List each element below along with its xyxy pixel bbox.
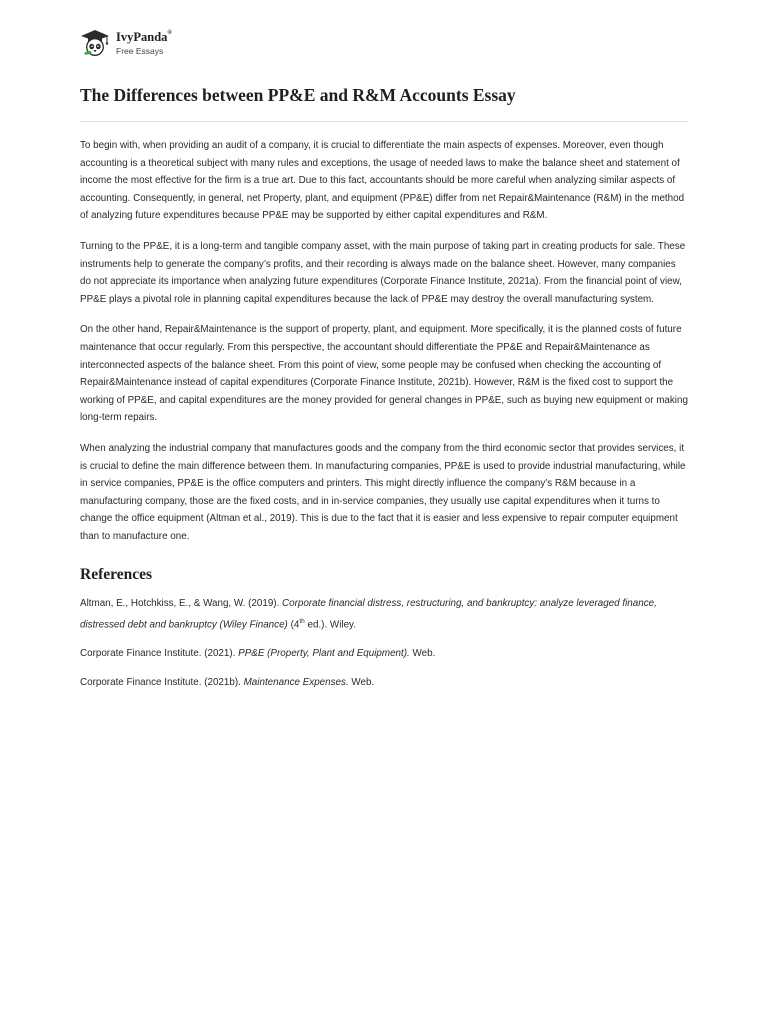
reference-item: Corporate Finance Institute. (2021). PP&E (Property, Plant and Equipment). Web. [80, 647, 436, 659]
brand-name: IvyPanda® [116, 30, 172, 44]
paragraph-2: Turning to the PP&E, it is a long-term and tangible company asset, with the main purpose of taking part in creating products for sale. These instruments help to generate the company’s profits, and their recording is always made on the balance sheet. However, many companies do not appreciate its importance when analyzing future expenditures (Corporate Finance Institute, 2021a). From the financial point of view, PP&E plays a pivotal role in planning capital expenditures because the lack of PP&E may destroy the overall manufacturing system. [80, 240, 686, 305]
paragraph-1: To begin with, when providing an audit of a company, it is crucial to differentiate the main aspects of expenses. Moreover, even though accounting is a theoretical subject with many rules and exceptions, the usage of needed laws to make the balance sheet and statement of income the most effective for the firm is a true art. Due to this fact, accountants should be more careful when analyzing similar aspects of accounting. Consequently, in general, net Property, plant, and equipment (PP&E) differ from net Repair&Maintenance (R&M) in the method of analyzing future expenditures because PP&E may be supported by either capital expenditures and R&M. [80, 140, 685, 222]
reference-item: Corporate Finance Institute. (2021b). Maintenance Expenses. Web. [80, 676, 375, 688]
paragraph-4: When analyzing the industrial company that manufactures goods and the company from the third economic sector that provides services, it is crucial to define the main difference between them. In manufacturing companies, PP&E is used to provide industrial manufacturing, while in service companies, PP&E is the office computers and printers. This might directly influence the company’s R&M because in a manufacturing company, those are the fixed costs, and in in-service companies, they usually use capital expenditures when it turns to change the office equipment (Altman et al., 2019). This is due to the fact that it is easier and less expensive to repair computer equipment than to manufacture one. [80, 442, 686, 542]
essay-body [80, 137, 688, 702]
panda-graduate-logo-icon [80, 28, 110, 58]
brand-subtitle: Free Essays [116, 45, 164, 56]
reference-title: Corporate financial distress, restructuring, and bankruptcy: analyze leveraged finance, distressed debt and bankruptcy (Wiley Finance) [80, 598, 657, 631]
title-divider [80, 121, 688, 122]
reference-title: PP&E (Property, Plant and Equipment). [238, 647, 410, 659]
registered-mark: ® [167, 30, 172, 36]
references-heading: References [80, 566, 153, 584]
reference-title: Maintenance Expenses. [243, 676, 349, 688]
paragraph-3: On the other hand, Repair&Maintenance is the support of property, plant, and equipment. More specifically, it is the planned costs of future maintenance that occur regularly. From this perspective, the accountant should differentiate the PP&E and Repair&Maintenance as interconnected aspects of the balance sheet. From this point of view, some people may be confused when checking the accounting of Repair&Maintenance instead of capital expenditures (Corporate Finance Institute, 2021b). However, R&M is the fixed cost to support the working of PP&E, and capital expenditures are the money provided for general changes in PP&E, such as buying new equipment or making long-term repairs. [80, 324, 688, 424]
brand-header[interactable] [80, 28, 172, 58]
page-title: The Differences between PP&E and R&M Accounts Essay [80, 85, 516, 105]
reference-item: Altman, E., Hotchkiss, E., & Wang, W. (2019). Corporate financial distress, restructuring, and bankruptcy: analyze leveraged finance, distressed debt and bankruptcy (Wiley Finance) (4th ed.). Wiley. [80, 598, 657, 631]
brand-text [116, 31, 172, 55]
